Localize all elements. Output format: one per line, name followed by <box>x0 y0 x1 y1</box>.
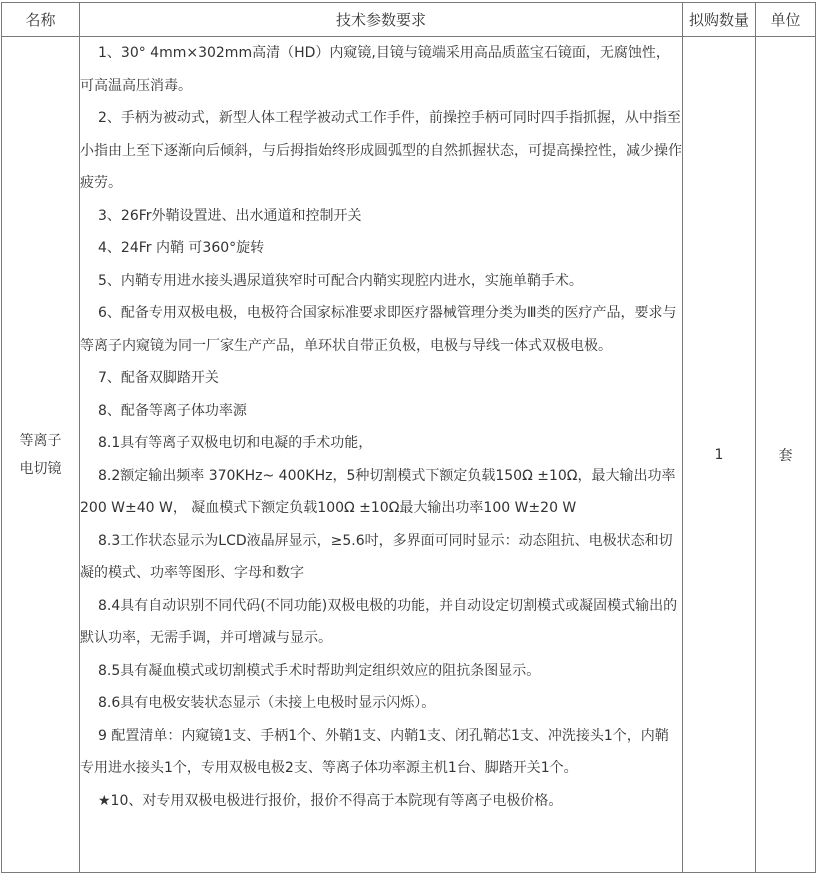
product-name-cell <box>2 37 80 873</box>
header-row <box>2 3 816 37</box>
spec-item: 4、24Fr 内鞘 可360°旋转 <box>98 240 265 256</box>
header-unit: 单位 <box>756 3 816 37</box>
spec-item: 8.5具有凝血模式或切割模式手术时帮助判定组织效应的阻抗条图显示。 <box>98 662 541 679</box>
header-spec: 技术参数要求 <box>80 3 683 37</box>
spec-item: 8.3工作状态显示为LCD液晶屏显示，≥5.6吋，多界面可同时显示：动态阻抗、电极状态和切凝的模式、功率等图形、字母和数字 <box>80 532 673 581</box>
header-qty: 拟购数量 <box>683 3 756 37</box>
header-name: 名称 <box>2 3 80 37</box>
quantity-cell: 1 <box>683 37 756 873</box>
spec-table <box>1 2 816 873</box>
spec-item: 5、内鞘专用进水接头遇尿道狭窄时可配合内鞘实现腔内进水，实施单鞘手术。 <box>98 272 583 289</box>
spec-item: 9 配置清单：内窥镜1支、手柄1个、外鞘1支、内鞘1支、闭孔鞘芯1支、冲洗接头1个，内鞘专用进水接头1个，专用双极电极2支、等离子体功率源主机1台、脚踏开关1个。 <box>80 727 669 776</box>
spec-item: 8.2额定输出频率 370KHz~ 400KHz，5种切割模式下额定负载150Ω ±10Ω，最大输出功率200 W±40 W， 凝血模式下额定负载100Ω ±10Ω最大输出功率100 W±20 W <box>80 467 676 516</box>
spec-item: 6、配备专用双极电极，电极符合国家标准要求即医疗器械管理分类为Ⅲ类的医疗产品，要求与等离子内窥镜为同一厂家生产产品，单环状自带正负极，电极与导线一体式双极电极。 <box>80 305 677 354</box>
product-name-line-1: 等离子 <box>19 432 62 449</box>
spec-item: ★10、对专用双极电极进行报价，报价不得高于本院现有等离子电极价格。 <box>98 792 563 809</box>
unit-cell: 套 <box>756 37 816 873</box>
spec-item: 3、26Fr外鞘设置进、出水通道和控制开关 <box>98 207 362 224</box>
spec-item: 2、手柄为被动式，新型人体工程学被动式工作手件，前操控手柄可同时四手指抓握，从中指至小指由上至下逐渐向后倾斜，与后拇指始终形成圆弧型的自然抓握状态，可提高操控性，减少操作疲劳。 <box>80 110 682 191</box>
spec-item: 7、配备双脚踏开关 <box>98 370 219 386</box>
spec-cell <box>80 37 683 873</box>
spec-item: 8.6具有电极安装状态显示（未接上电极时显示闪烁）。 <box>98 695 436 711</box>
spec-item: 8.1具有等离子双极电切和电凝的手术功能， <box>98 435 373 451</box>
table-row <box>2 37 816 873</box>
spec-item: 1、30° 4mm×302mm高清（HD）内窥镜,目镜与镜端采用高品质蓝宝石镜面，无腐蚀性，可高温高压消毒。 <box>80 45 670 94</box>
product-name-line-2: 电切镜 <box>19 460 62 477</box>
spec-item: 8.4具有自动识别不同代码(不同功能)双极电极的功能，并自动设定切割模式或凝固模式输出的默认功率，无需手调，并可增减与显示。 <box>80 597 678 646</box>
spec-item: 8、配备等离子体功率源 <box>98 402 247 419</box>
